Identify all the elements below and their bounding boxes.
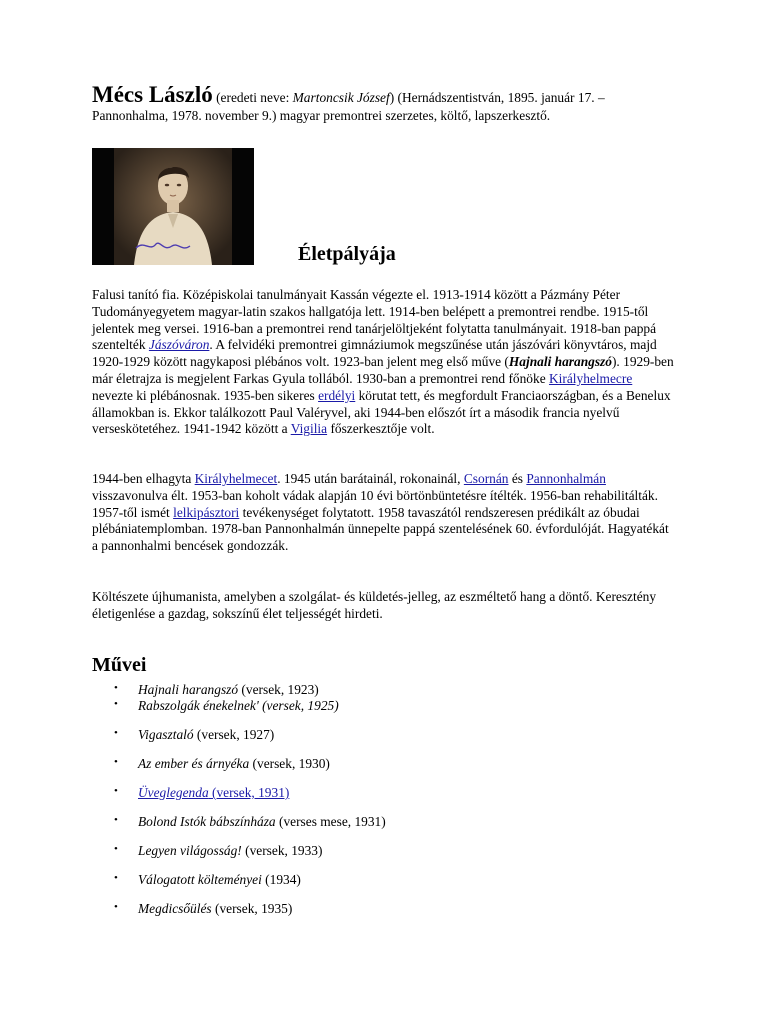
text-segment: tevékenységet folytatott. 1958 tavaszától rendszeresen prédikált az óbudai plébániatemplomban. 1978-ban Pannonhalmán ünnepelte pappá szentelésének 60. évfordulóját. Hagyatékát a pannonhalmi bencések gondozzák.	[92, 504, 669, 554]
link-uveglegenda[interactable]	[138, 785, 289, 800]
bullet-icon: •	[114, 872, 118, 884]
birth-name: Martoncsik József	[292, 90, 390, 105]
text-segment: visszavonulva élt. 1953-ban koholt vádak alapján 10 évi börtönbüntetésre ítélték. 1956-ban rehabilitálták. 1957-től ismét	[92, 487, 658, 520]
text-segment: és	[508, 471, 527, 486]
work-title: Megdicsőülés	[138, 901, 212, 916]
work-note: (versek, 1935)	[211, 901, 293, 916]
link-pannonhalman[interactable]: Pannonhalmán	[526, 471, 606, 486]
bullet-icon: •	[114, 698, 118, 710]
work-title: Az ember és árnyéka	[138, 756, 250, 771]
first-work-title: Hajnali harangszó	[508, 354, 612, 370]
work-note: (versek, 1927)	[193, 727, 275, 742]
bullet-icon: •	[114, 901, 118, 913]
link-lelkipasztori[interactable]: lelkipásztori	[173, 504, 240, 520]
text-segment: ). 1929-ben már életrajza is megjelent Farkas Gyula tollából. 1930-ban a premontrei rend főnöke	[92, 354, 674, 386]
text-segment: 1944-ben elhagyta	[92, 471, 195, 486]
intro-post: ) (Hernádszentistván, 1895. január 17. – Pannonhalma, 1978. november 9.) magyar premontrei szerzetes, költő, lapszerkesztő.	[92, 90, 605, 123]
person-name: Mécs László	[92, 82, 213, 107]
career-paragraph-2	[92, 471, 674, 555]
career-paragraph-3: Költészete újhumanista, amelyben a szolgálat- és küldetés-jelleg, az eszméltető hang a döntő. Keresztény életigenlése a gazdag, sokszínű élet teljességét hirdeti.	[92, 589, 657, 621]
text-segment: nevezte ki plébánosnak. 1935-ben sikeres	[92, 387, 319, 403]
bullet-icon: •	[114, 843, 118, 855]
bullet-icon: •	[114, 682, 118, 694]
career-heading: Életpályája	[298, 243, 396, 265]
work-note: (versek, 1933)	[241, 843, 323, 858]
work-title: Bolond Istók bábszínháza	[138, 814, 276, 829]
bullet-icon: •	[114, 727, 118, 739]
intro-paragraph	[92, 82, 674, 125]
text-segment: körutat tett, és megfordult Franciaországban, és a Benelux államokban is. Ekkor találkozott Paul Valéryvel, aki 1944-ben előszót írt a második francia nyelvű verseskötetéhez. 1941-1942 között a	[92, 387, 671, 437]
work-title: Hajnali harangszó	[138, 682, 239, 697]
link-jaszovaron[interactable]: Jászóváron	[148, 337, 210, 353]
link-kiralyhelmecre[interactable]: Királyhelmecre	[548, 370, 633, 386]
text-segment: Falusi tanító fia. Középiskolai tanulmányait Kassán végezte el. 1913-1914 között a Pázmány Péter Tudományegyetem magyar-latin szakos hallgatója lett. 1914-ben belépett a premontrei rendbe. 1915-től jelentek meg versei. 1916-ban a premontrei rend tanárjelöltjeként folytatta tanulmányait. 1918-ban pappá szentelték	[92, 287, 657, 353]
bullet-icon: •	[114, 756, 118, 768]
work-title[interactable]: Üveglegenda	[138, 785, 209, 800]
link-vigilia[interactable]: Vigilia	[290, 421, 328, 437]
text-segment: . A felvidéki premontrei gimnáziumok megszűnése után jászóvári könyvtáros, majd 1920-1929 között nagykaposi plébános volt. 1923-ban jelent meg első műve (	[92, 337, 657, 370]
link-erdelyi[interactable]: erdélyi	[318, 387, 356, 403]
work-title: Vigasztaló	[138, 727, 194, 742]
work-note[interactable]: (versek, 1931)	[208, 785, 290, 800]
portrait-image	[92, 148, 254, 265]
work-title: Válogatott költeményei	[138, 872, 262, 887]
intro-pre: (eredeti neve:	[216, 90, 293, 105]
portrait-photo	[92, 148, 254, 265]
works-heading: Művei	[92, 654, 147, 676]
work-note: (versek, 1930)	[249, 756, 330, 771]
bullet-icon: •	[114, 785, 118, 797]
text-segment: főszerkesztője volt.	[327, 421, 435, 437]
work-note: (1934)	[261, 872, 301, 887]
work-note: (versek, 1923)	[238, 682, 319, 697]
work-note: (verses mese, 1931)	[275, 814, 386, 829]
link-kiralyhelmecet[interactable]: Királyhelmecet	[194, 471, 278, 486]
link-csornan[interactable]: Csornán	[463, 471, 509, 486]
bullet-icon: •	[114, 814, 118, 826]
text-segment: . 1945 után barátainál, rokonainál,	[277, 471, 464, 486]
work-title: Rabszolgák énekelnek' (versek, 1925)	[138, 698, 339, 713]
work-title: Legyen világosság!	[138, 843, 242, 858]
career-paragraph-1	[92, 287, 674, 438]
